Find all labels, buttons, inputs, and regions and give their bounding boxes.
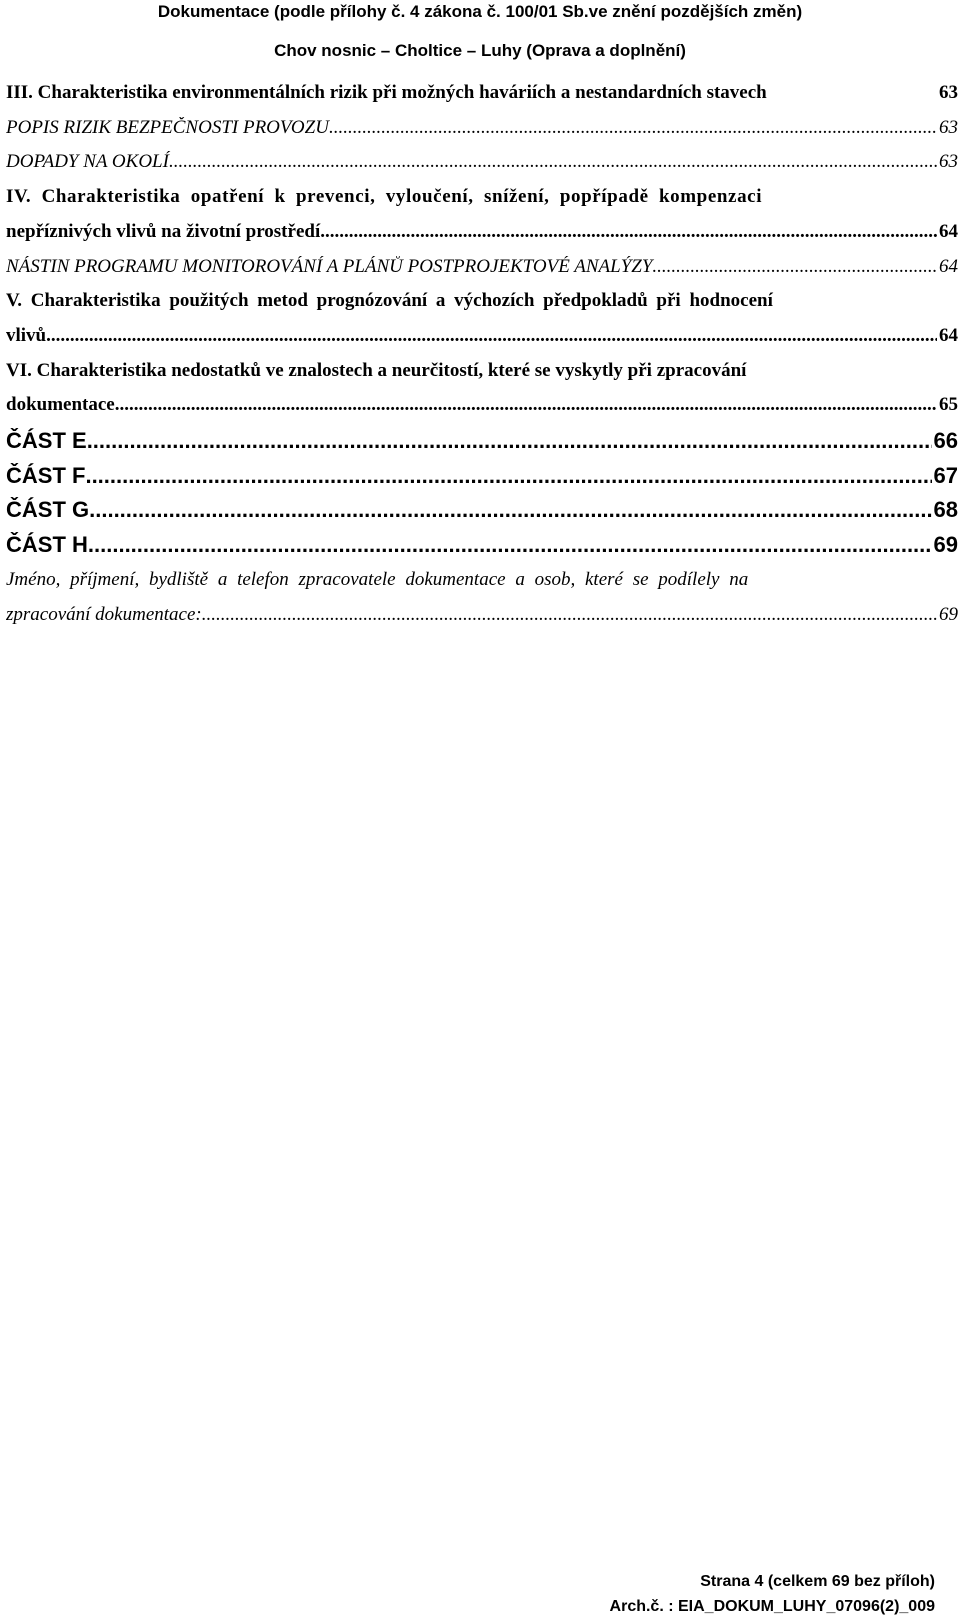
dot-leader [320, 221, 937, 243]
toc-page-number: 64 [939, 325, 958, 346]
dot-leader [329, 117, 937, 139]
toc-page-number: 63 [939, 82, 958, 103]
toc-entry-label: dokumentace [6, 394, 115, 415]
toc-page-number: 66 [933, 428, 958, 453]
page-counter: Strana 4 (celkem 69 bez příloh) [700, 1573, 935, 1590]
dot-leader [169, 151, 937, 173]
toc-page-number: 64 [939, 221, 958, 242]
toc-entry-nastin[interactable] [6, 256, 958, 278]
toc-page-number: 64 [939, 256, 958, 277]
toc-page-number: 68 [933, 497, 958, 522]
toc-page-number: 69 [939, 604, 958, 625]
toc-entry-label-line1 [6, 290, 958, 312]
toc-page-number: 67 [933, 463, 958, 488]
toc-entry-label: DOPADY NA OKOLÍ [6, 151, 169, 172]
dot-leader [89, 497, 931, 523]
toc-entry-label: VI. Charakteristika nedostatků ve znalostech a neurčitostí, které se vyskytly při zpracování [6, 360, 747, 381]
dot-leader [202, 604, 937, 626]
document-header-subtitle: Chov nosnic – Choltice – Luhy (Oprava a doplnění) [274, 41, 686, 60]
toc-entry-label: V. Charakteristika použitých metod prognózování a výchozích předpokladů při hodnocení [6, 290, 773, 311]
dot-leader [88, 532, 932, 558]
toc-entry-label: ČÁST E [6, 428, 87, 453]
toc-entry-label-line1 [6, 186, 958, 208]
archive-number: Arch.č. : EIA_DOKUM_LUHY_07096(2)_009 [609, 1598, 935, 1615]
toc-entry-label: ČÁST G [6, 497, 90, 522]
dot-leader [46, 325, 937, 347]
toc-page-number: 65 [939, 394, 958, 415]
toc-entry-label: NÁSTIN PROGRAMU MONITOROVÁNÍ A PLÁNŮ POSTPROJEKTOVÉ ANALÝZY [6, 256, 653, 277]
toc-entry-cast-e[interactable] [6, 428, 958, 454]
dot-leader [85, 463, 931, 489]
dot-leader [115, 394, 937, 416]
toc-entry-label-line2-row [6, 221, 958, 243]
toc-entry-label: ČÁST H [6, 532, 88, 557]
toc-entry-label: ČÁST F [6, 463, 86, 488]
toc-page-number: 63 [939, 151, 958, 172]
toc-entry-iii[interactable] [6, 82, 958, 104]
toc-entry-label: vlivů [6, 325, 47, 346]
toc-entry-label: nepříznivých vlivů na životní prostředí [6, 221, 321, 242]
dot-leader [87, 428, 932, 454]
toc-entry-dopady[interactable] [6, 151, 958, 173]
toc-page-number: 63 [939, 117, 958, 138]
toc-entry-cast-g[interactable] [6, 497, 958, 523]
toc-page-number: 69 [933, 532, 958, 557]
document-header-title: Dokumentace (podle přílohy č. 4 zákona č. 100/01 Sb.ve znění pozdějších změn) [157, 2, 803, 21]
toc-entry-label: III. Charakteristika environmentálních rizik při možných haváriích a nestandardních stavech [6, 82, 767, 103]
toc-entry-label-line2-row [6, 325, 958, 347]
toc-entry-cast-f[interactable] [6, 463, 958, 489]
toc-entry-label-line1 [6, 569, 748, 591]
toc-entry-label: Jméno, příjmení, bydliště a telefon zpracovatele dokumentace a osob, které se podílely na [6, 569, 749, 590]
toc-entry-label: zpracování dokumentace: [6, 604, 202, 625]
dot-leader [652, 256, 937, 278]
toc-entry-cast-h[interactable] [6, 532, 958, 558]
toc-entry-label-line2-row [6, 394, 958, 416]
toc-entry-popis[interactable] [6, 117, 958, 139]
toc-entry-label-line1 [6, 360, 746, 382]
toc-entry-label: IV. Charakteristika opatření k prevenci, vyloučení, snížení, popřípadě kompenzaci [6, 186, 763, 207]
toc-entry-label-line2-row [6, 604, 958, 626]
toc-entry-label: POPIS RIZIK BEZPEČNOSTI PROVOZU [6, 117, 329, 138]
